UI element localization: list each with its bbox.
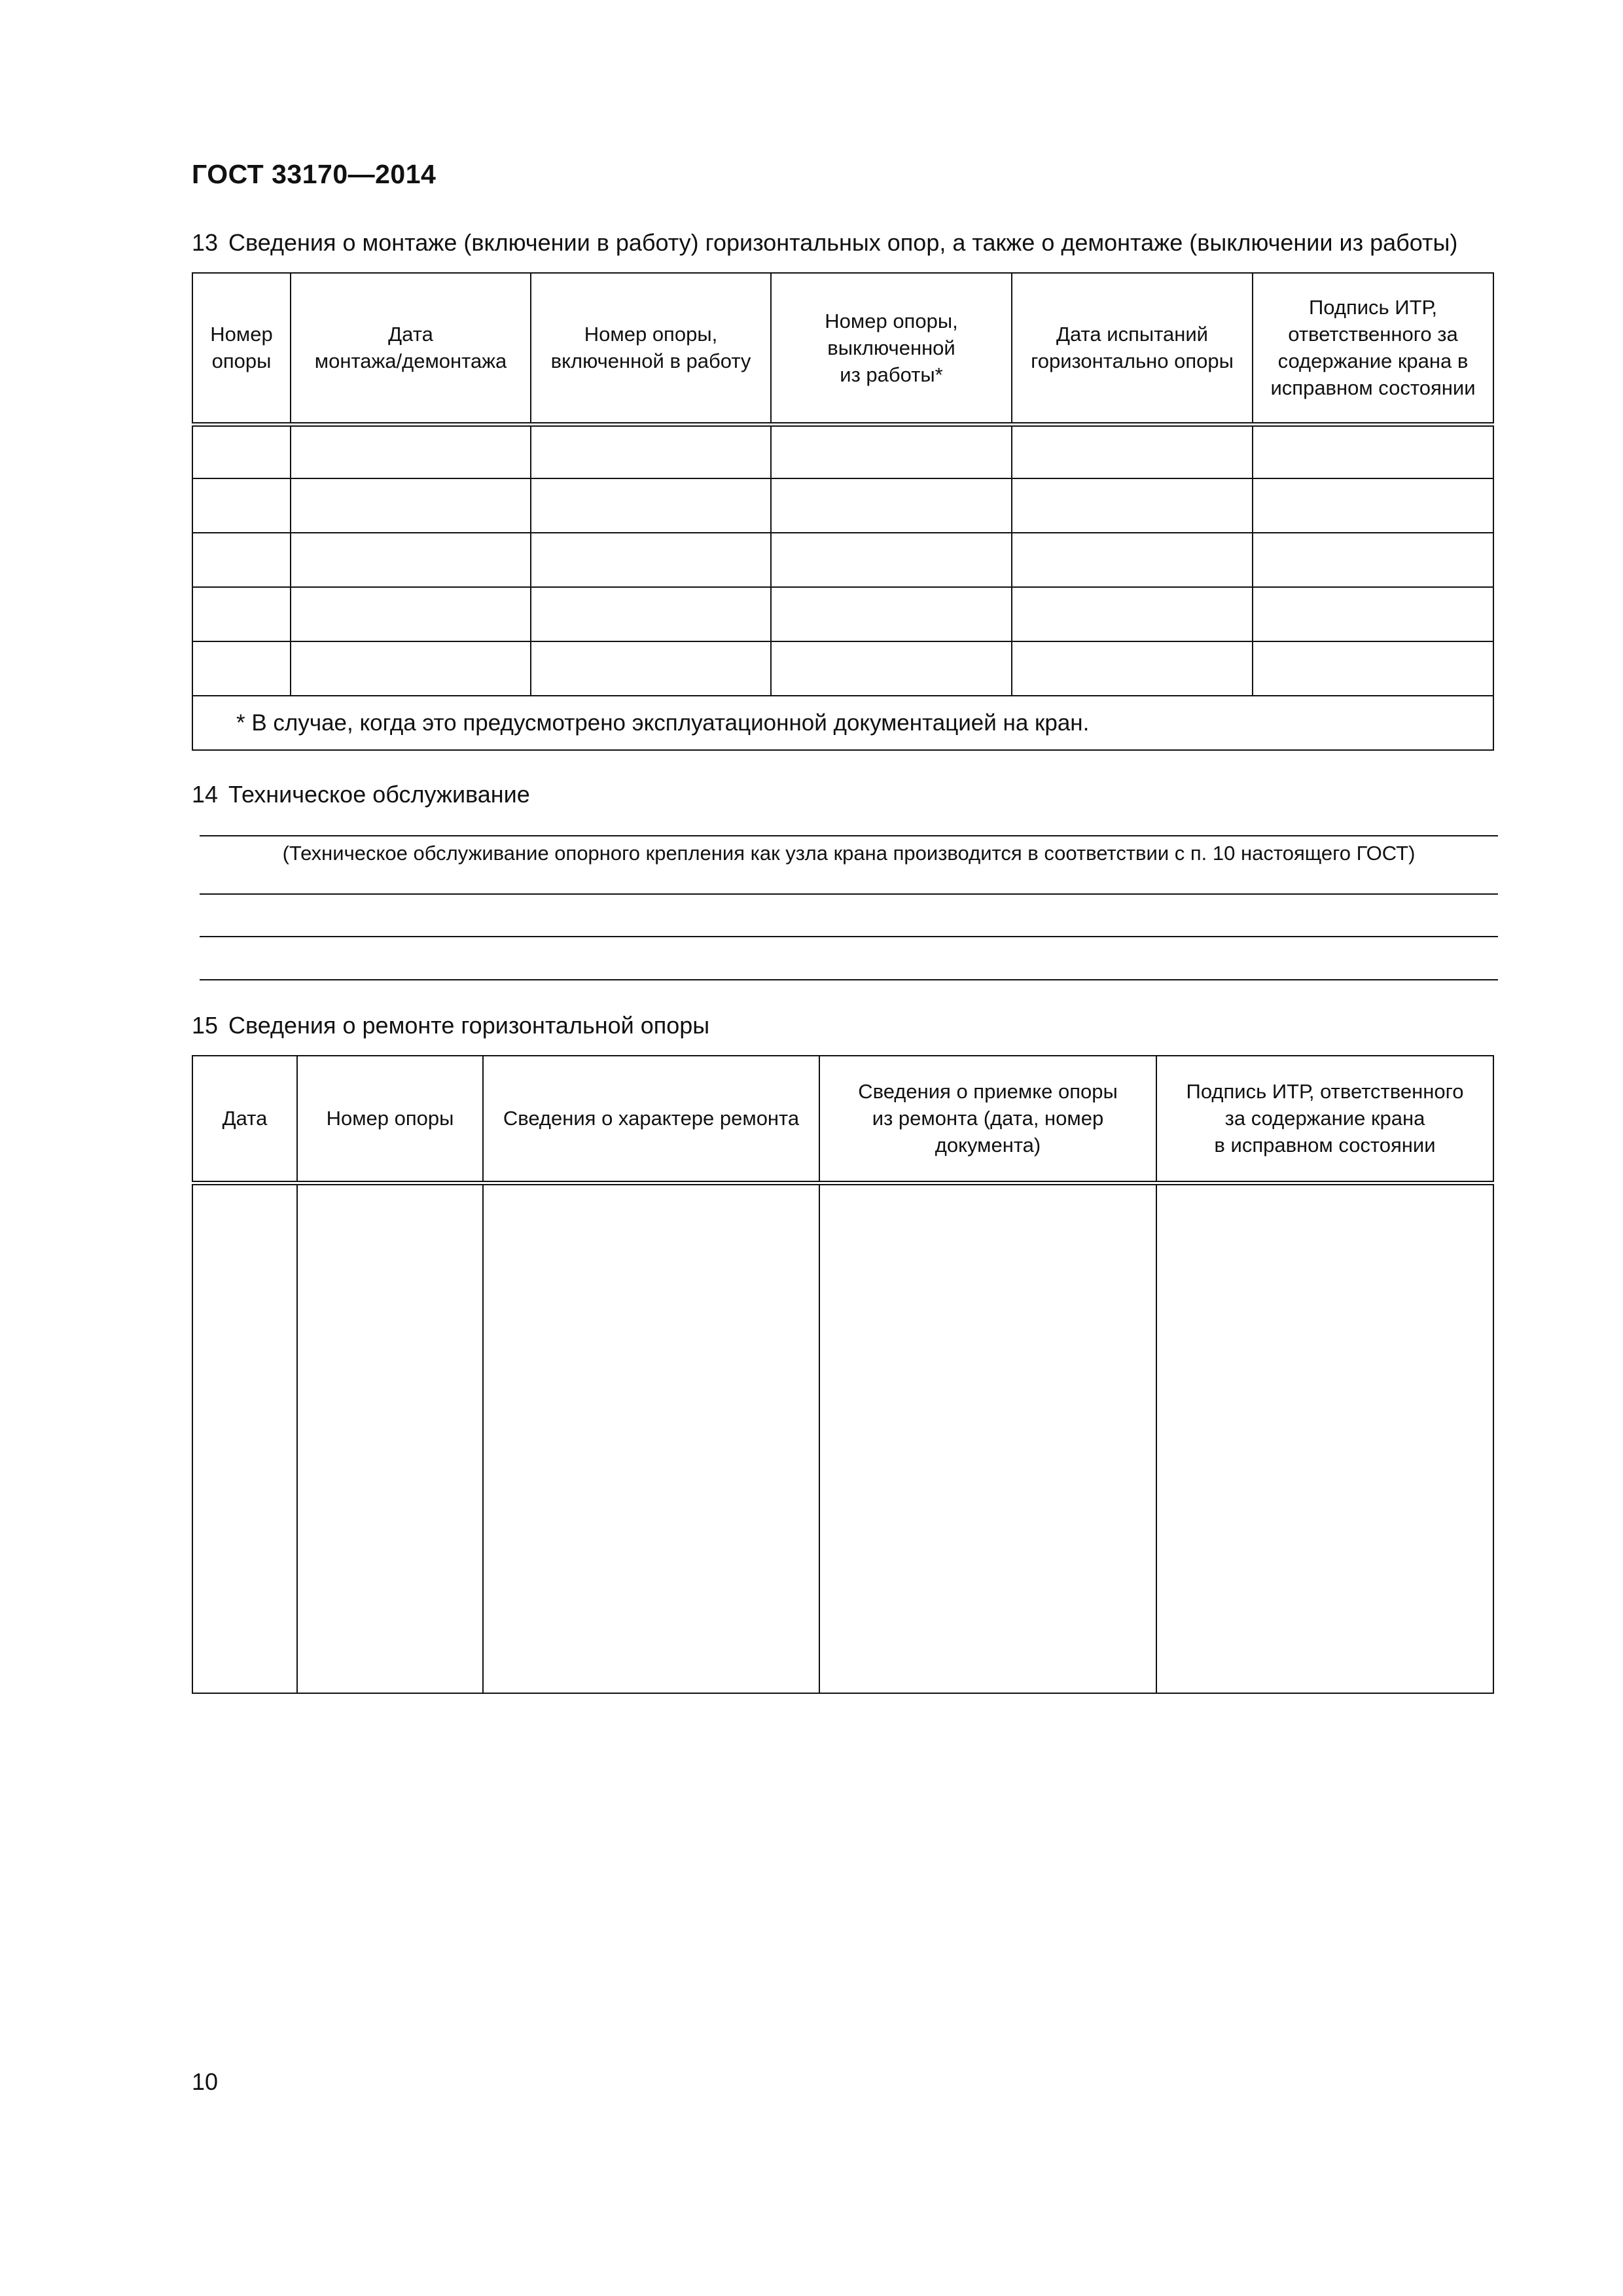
table-cell[interactable] <box>1012 533 1253 587</box>
table-cell[interactable] <box>531 587 771 641</box>
table-cell[interactable] <box>531 478 771 533</box>
section-13-number: 13 <box>192 229 219 256</box>
header-line: документа) <box>935 1134 1041 1157</box>
table-cell[interactable] <box>771 587 1012 641</box>
repair-table <box>192 1055 1494 1694</box>
table-cell[interactable] <box>1012 641 1253 696</box>
header-line: горизонтально опоры <box>1031 350 1234 373</box>
header-line: Дата <box>388 323 433 346</box>
table-cell[interactable] <box>1012 424 1253 478</box>
column-header-enabled-support <box>531 273 771 424</box>
header-line: за содержание крана <box>1224 1107 1425 1130</box>
table-cell[interactable] <box>531 641 771 696</box>
table-cell[interactable] <box>1253 587 1493 641</box>
table-cell[interactable] <box>531 424 771 478</box>
header-line: из ремонта (дата, номер <box>872 1107 1104 1130</box>
section-14-number: 14 <box>192 781 219 808</box>
header-line: Сведения о приемке опоры <box>858 1080 1118 1103</box>
column-header-mount-date <box>291 273 531 424</box>
section-14-title-text: Техническое обслуживание <box>228 781 530 808</box>
table-cell[interactable] <box>192 424 291 478</box>
table-cell[interactable] <box>531 533 771 587</box>
section-15-number: 15 <box>192 1012 219 1039</box>
header-line: включенной в работу <box>550 350 751 373</box>
document-header: ГОСТ 33170—2014 <box>192 159 437 189</box>
header-line: опоры <box>211 350 272 373</box>
table-cell[interactable] <box>291 478 531 533</box>
header-line: ответственного за <box>1288 323 1458 346</box>
table-cell[interactable] <box>1012 587 1253 641</box>
header-line: Дата испытаний <box>1056 323 1208 346</box>
table-cell[interactable] <box>819 1183 1156 1693</box>
header-line: выключенной <box>827 336 955 359</box>
column-header-signature <box>1253 273 1493 424</box>
table-cell[interactable] <box>1012 478 1253 533</box>
footnote: * В случае, когда это предусмотрено эксплуатационной документацией на кран. <box>192 696 1493 750</box>
table-row <box>192 424 1493 478</box>
header-line: Номер опоры, <box>825 309 958 332</box>
table-cell[interactable] <box>192 587 291 641</box>
section-13-title <box>192 229 1457 257</box>
header-line: в исправном состоянии <box>1214 1134 1436 1157</box>
table-cell[interactable] <box>192 1183 297 1693</box>
table-cell[interactable] <box>291 587 531 641</box>
table-cell[interactable] <box>297 1183 483 1693</box>
header-line: монтажа/демонтажа <box>314 350 507 373</box>
table-row <box>192 533 1493 587</box>
entry-line[interactable] <box>200 936 1498 937</box>
entry-line[interactable] <box>200 893 1498 895</box>
table-cell[interactable] <box>1253 533 1493 587</box>
column-header-disabled-support <box>771 273 1012 424</box>
table-cell[interactable] <box>192 533 291 587</box>
table-cell[interactable] <box>192 641 291 696</box>
header-line: Номер опоры, <box>584 323 718 346</box>
header-line: из работы* <box>840 363 943 386</box>
table-cell[interactable] <box>1253 424 1493 478</box>
column-header-signature <box>1156 1056 1493 1183</box>
header-line: Сведения о характере ремонта <box>503 1107 800 1130</box>
section-15-title <box>192 1012 709 1039</box>
header-line: исправном состоянии <box>1270 376 1476 400</box>
table-cell[interactable] <box>1253 641 1493 696</box>
table-cell[interactable] <box>291 533 531 587</box>
table-cell[interactable] <box>771 424 1012 478</box>
column-header-test-date <box>1012 273 1253 424</box>
table-cell[interactable] <box>192 478 291 533</box>
table-cell[interactable] <box>291 424 531 478</box>
table-row <box>192 641 1493 696</box>
column-header-support-number <box>297 1056 483 1183</box>
header-line: Дата <box>222 1107 268 1130</box>
footnote-row <box>192 696 1493 750</box>
header-line: Подпись ИТР, ответственного <box>1186 1080 1464 1103</box>
page-number: 10 <box>192 2068 219 2095</box>
table-row <box>192 478 1493 533</box>
maintenance-note: (Техническое обслуживание опорного крепления как узла крана производится в соответствии с п. 10 настоящего ГОСТ) <box>282 842 1416 865</box>
header-line: Номер <box>210 323 273 346</box>
installation-table <box>192 272 1494 751</box>
table-cell[interactable] <box>291 641 531 696</box>
section-14-title <box>192 781 530 808</box>
table-row <box>192 587 1493 641</box>
column-header-date <box>192 1056 297 1183</box>
table-cell[interactable] <box>1156 1183 1493 1693</box>
section-13-title-text: Сведения о монтаже (включении в работу) горизонтальных опор, а также о демонтаже (выключении из работы) <box>228 229 1458 256</box>
repair-table-header <box>192 1056 1493 1183</box>
column-header-acceptance <box>819 1056 1156 1183</box>
table-row <box>192 1183 1493 1693</box>
table-cell[interactable] <box>771 533 1012 587</box>
header-line: Подпись ИТР, <box>1309 296 1437 319</box>
table-cell[interactable] <box>771 641 1012 696</box>
installation-table-header <box>192 273 1493 424</box>
table-cell[interactable] <box>771 478 1012 533</box>
table-cell[interactable] <box>1253 478 1493 533</box>
header-line: Номер опоры <box>326 1107 454 1130</box>
table-cell[interactable] <box>483 1183 819 1693</box>
column-header-support-number <box>192 273 291 424</box>
column-header-repair-nature <box>483 1056 819 1183</box>
entry-line[interactable] <box>200 835 1498 836</box>
entry-line[interactable] <box>200 979 1498 980</box>
header-line: содержание крана в <box>1277 350 1469 373</box>
section-15-title-text: Сведения о ремонте горизонтальной опоры <box>228 1012 710 1039</box>
